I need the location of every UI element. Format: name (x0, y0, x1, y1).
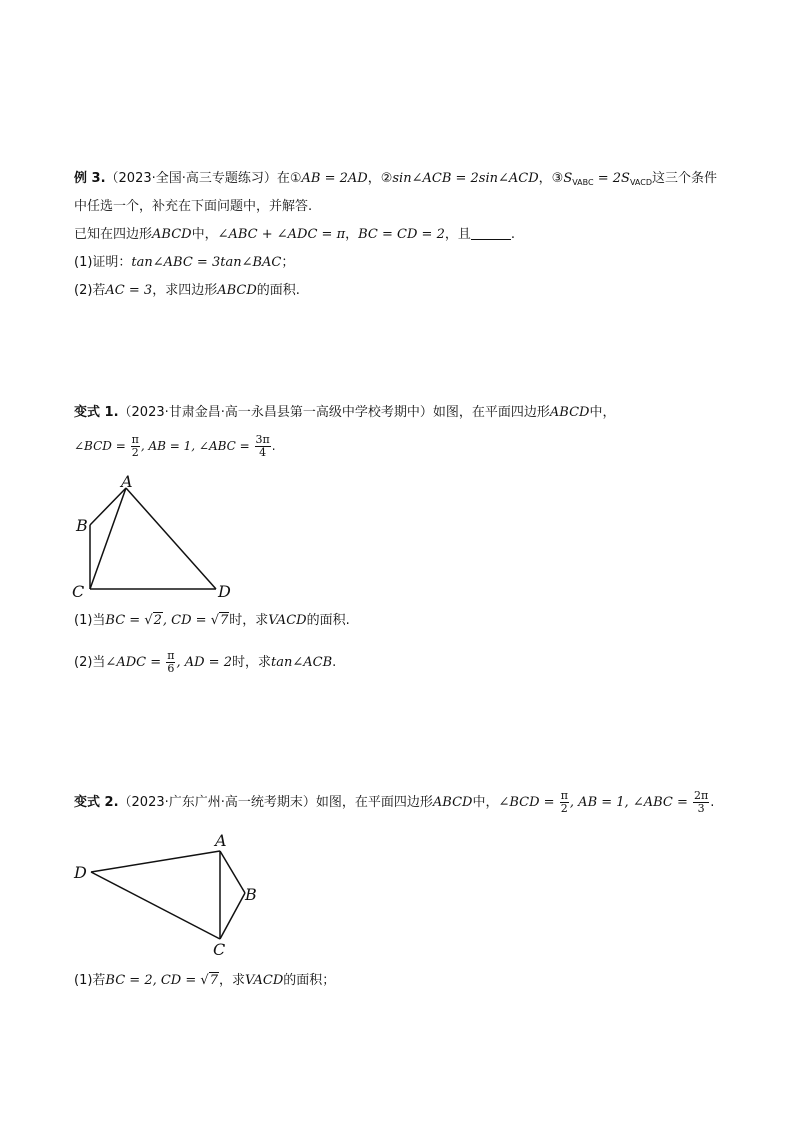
given-sides: BC = CD = 2 (358, 227, 445, 242)
radicand: 7 (209, 973, 218, 988)
var2-given-end: . (710, 795, 715, 810)
q1-label: (1)证明： (74, 255, 132, 270)
given-mid: 中， (191, 227, 218, 242)
q2-math: AC = 3 (105, 283, 153, 298)
ex3-line2: 中任选一个，补充在下面问题中，并解答. (74, 199, 313, 214)
vertex-b-label: B (245, 885, 257, 904)
q1-end: ； (281, 255, 295, 270)
var2-source-mid: 中， (472, 795, 499, 810)
frac-num: π (131, 433, 139, 446)
var1-q1-bc: BC = (105, 613, 145, 628)
vertex-b-label: B (76, 516, 88, 535)
var2-q1-end: 的面积； (283, 973, 336, 988)
var1-q2-mid: , AD = 2 (176, 655, 232, 670)
var1-q1-cd: , CD = (162, 613, 211, 628)
var2-source: （2023·广东广州·高一统考期末）如图，在平面四边形 (118, 795, 433, 810)
var1-given-mid: , AB = 1, ∠ABC = (140, 439, 254, 453)
frac-den: 2 (131, 446, 139, 459)
vertex-a-label: A (215, 831, 227, 850)
edge-bc (220, 893, 245, 939)
sqrt-7: √7 (210, 613, 229, 628)
frac-den: 2 (560, 802, 568, 815)
var2-given-mid: , AB = 1, ∠ABC = (569, 795, 692, 810)
var1-q1-mid: 时，求 (229, 613, 269, 628)
var1-source: （2023·甘肃金昌·高一永昌县第一高级中学校考期中）如图，在平面四边形 (118, 405, 550, 420)
frac-num: π (560, 789, 568, 802)
var1-q1-label: (1)当 (74, 613, 106, 628)
var1-given-angle: ∠BCD = (74, 439, 130, 453)
condition-2-math: sin∠ACB = 2sin∠ACD (392, 171, 539, 186)
frac-den: 6 (167, 662, 175, 675)
edge-cd (91, 872, 220, 939)
condition-3-eq: = 2S (593, 171, 630, 186)
sqrt-2: √2 (144, 613, 162, 628)
var1-q1-triangle: VACD (268, 613, 307, 628)
var1-label: 变式 1 (74, 405, 114, 420)
q1-math: tan∠ABC = 3tan∠BAC (131, 255, 282, 270)
var1-line1: 变式 1.（2023·甘肃金昌·高一永昌县第一高级中学校考期中）如图，在平面四边形ABCD中， (74, 405, 616, 420)
q2-end: 的面积. (256, 283, 300, 298)
condition-1-math: AB = 2AD (301, 171, 368, 186)
ex3-line1: 例 3.（2023·全国·高三专题练习）在①AB = 2AD，②sin∠ACB = 2sin∠ACD，$③S_{VABC} = 2S_{VACD}$这三个条件 (74, 171, 717, 187)
var1-q2-angle: ∠ADC = (105, 655, 166, 670)
vertex-c-label: C (213, 940, 226, 959)
var2-line1: 变式 2.（2023·广东广州·高一统考期末）如图，在平面四边形ABCD中，∠BCD = $\frac{\pi}{2}$ , AB = 1, ∠ABC = $\frac{2\pi}{3}$ . (74, 789, 715, 815)
condition-2-mark: ，② (367, 171, 393, 186)
var2-q1-triangle: VACD (244, 973, 284, 988)
var2-label: 变式 2 (74, 795, 114, 810)
var2-q1-sides: BC = 2, CD = (105, 973, 201, 988)
sqrt-7: √7 (200, 973, 218, 988)
given-and: ，且 (444, 227, 471, 242)
condition-1-mark: ① (289, 171, 302, 186)
frac-num: π (167, 649, 175, 662)
frac-num: 3π (255, 433, 270, 446)
condition-3-sub2: VACD (629, 178, 652, 187)
vertex-d-label: D (74, 863, 87, 882)
given-quad: ABCD (152, 227, 192, 242)
given-end: . (510, 227, 515, 242)
frac-den: 4 (259, 446, 267, 459)
edge-da (91, 851, 220, 872)
vertex-d-label: D (218, 582, 231, 601)
given-prefix: 已知在四边形 (74, 227, 153, 242)
var1-given-end: . (271, 439, 276, 453)
var1-quad: ABCD (549, 405, 590, 420)
condition-3-sub1: VABC (572, 178, 594, 187)
frac-den: 3 (697, 802, 705, 815)
given-angle-sum: ∠ABC + ∠ADC = π (217, 227, 346, 242)
ex3-label: 例 3 (74, 171, 101, 186)
var1-q2-text: 时，求 (231, 655, 271, 670)
ex3-source: （2023·全国·高三专题练习）在 (105, 171, 290, 186)
var2-q1 (74, 972, 335, 990)
ex3-line1-tail: 这三个条件 (651, 171, 717, 186)
q2-mid: ，求四边形 (152, 283, 218, 298)
vertex-c-label: C (72, 582, 85, 601)
var1-q2-end: . (332, 655, 337, 670)
radicand: 7 (220, 613, 229, 628)
var2-quad: ABCD (432, 795, 473, 810)
condition-3-mark: ，③ (538, 171, 564, 186)
var1-source-end: 中， (589, 405, 616, 420)
var1-q2-math: tan∠ACB (271, 655, 333, 670)
radicand: 2 (153, 613, 162, 628)
frac-num: 2π (694, 789, 709, 802)
q2-quad: ABCD (217, 283, 257, 298)
vertex-a-label: A (121, 472, 133, 491)
var2-q1-label: (1)若 (74, 973, 106, 988)
condition-3-s1: S (563, 171, 573, 186)
given-comma: ， (345, 227, 359, 242)
var1-q1-end: 的面积. (306, 613, 350, 628)
var2-given-angle: ∠BCD = (498, 795, 559, 810)
edge-ab (220, 851, 245, 893)
var1-q2-label: (2)当 (74, 655, 106, 670)
var2-q1-mid: ，求 (218, 973, 245, 988)
q2-label: (2)若 (74, 283, 106, 298)
